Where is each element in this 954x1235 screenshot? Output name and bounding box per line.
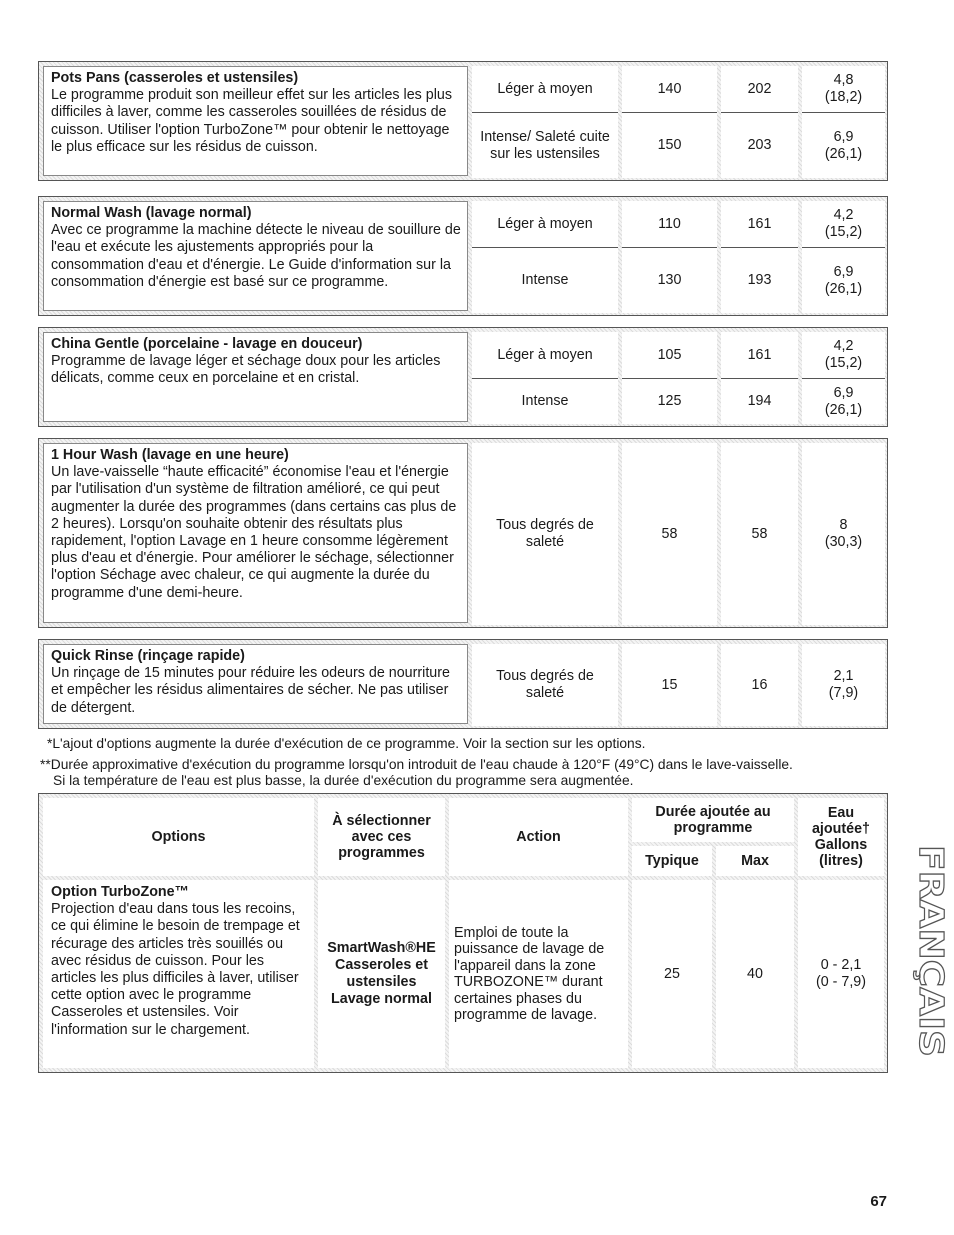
cycle-cell-typ: 110	[622, 201, 717, 247]
page-number: 67	[870, 1193, 887, 1210]
option-action: Emploi de toute la puissance de lavage de l'appareil dans la zone TURBOZONE™ durant certaines phases du programme de lavage.	[454, 924, 605, 1023]
cycle-cell-typ: 58	[622, 443, 717, 625]
option-water: 0 - 2,1 (0 - 7,9)	[815, 957, 867, 990]
cycle-cell-water: 2,1 (7,9)	[802, 644, 885, 726]
cycle-cell-water: 4,2 (15,2)	[802, 332, 885, 378]
cycle-block	[38, 196, 888, 316]
cycle-cell-soil: Tous degrés de saleté	[472, 443, 618, 625]
cycle-block	[38, 327, 888, 427]
footnote-1: *L'ajout d'options augmente la durée d'exécution de ce programme. Voir la section sur les options.	[47, 736, 646, 751]
footnote-2a: **Durée approximative d'exécution du programme lorsqu'on introduit de l'eau chaude à 120°F (49°C) dans le lave-vaisselle.	[40, 757, 793, 772]
cycle-cell-water: 8 (30,3)	[802, 443, 885, 625]
cycle-cell-typ: 130	[622, 247, 717, 313]
program-casseroles: Casseroles et ustensiles	[335, 957, 428, 990]
cycle-block	[38, 61, 888, 181]
cycle-cell-max: 193	[721, 247, 798, 313]
program-smartwash: SmartWash®HE	[327, 940, 436, 956]
cycle-cell-soil: Léger à moyen	[472, 332, 618, 378]
cycle-description	[43, 332, 468, 422]
cycle-description	[43, 201, 468, 311]
option-typ: 25	[664, 965, 680, 982]
cycle-cell-water: 6,9 (26,1)	[802, 112, 885, 178]
cycle-cell-max: 194	[721, 378, 798, 424]
cycle-description	[43, 66, 468, 176]
side-language-tab	[898, 845, 951, 1060]
options-table	[38, 793, 888, 1073]
cycle-cell-max: 161	[721, 201, 798, 247]
header-select: À sélectionner avec ces programmes	[332, 813, 431, 861]
cycle-cell-water: 4,8 (18,2)	[802, 66, 885, 112]
cycle-title: Pots Pans (casseroles et ustensiles)	[51, 70, 299, 86]
cycle-cell-typ: 105	[622, 332, 717, 378]
cycle-text: Avec ce programme la machine détecte le niveau de souillure de l'eau et exécute les ajustements appropriés pour la consommation d'eau et d'énergie. Le Guide d'information sur la consommation d'énergie est basé sur ce programme.	[51, 222, 461, 290]
cycle-description	[43, 443, 468, 623]
cycle-cell-water: 4,2 (15,2)	[802, 201, 885, 247]
cycle-text: Un lave-vaisselle “haute efficacité” économise l'eau et l'énergie par l'utilisation d'un système de filtration amélioré, ce qui peut augmenter la durée des programmes (dans certains cas plus de 2 heures). Lorsqu'on souhaite obtenir des résultats plus rapidement, l'option Lavage en 1 heure consomme légèrement plus d'eau et d'énergie. Pour améliorer le séchage, sélectionner l'option Séchage avec chaleur, ce qui augmente la durée du programme d'une demi-heure.	[51, 464, 457, 601]
header-typique: Typique	[645, 853, 699, 869]
option-max: 40	[747, 965, 763, 982]
cycle-cell-water: 6,9 (26,1)	[802, 378, 885, 424]
cycle-cell-soil: Tous degrés de saleté	[472, 644, 618, 726]
cycle-cell-soil: Intense	[472, 378, 618, 424]
header-duration: Durée ajoutée au programme	[655, 804, 771, 836]
cycle-title: 1 Hour Wash (lavage en une heure)	[51, 447, 289, 463]
cycle-cell-typ: 15	[622, 644, 717, 726]
header-options: Options	[151, 829, 206, 845]
option-title: Option TurboZone™	[51, 884, 189, 900]
cycle-cell-max: 58	[721, 443, 798, 625]
cycle-cell-typ: 140	[622, 66, 717, 112]
cycle-title: Normal Wash (lavage normal)	[51, 205, 252, 221]
cycle-cell-typ: 125	[622, 378, 717, 424]
option-text: Projection d'eau dans tous les recoins, ce qui élimine le besoin de trempage et récurage des articles très souillés ou avec résidus de cuisson. Pour les articles les plus difficiles à laver, utiliser cette option avec le programme Casseroles et ustensiles. Voir l'information sur le chargement.	[51, 901, 300, 1038]
cycle-title: Quick Rinse (rinçage rapide)	[51, 648, 245, 664]
cycle-cell-max: 161	[721, 332, 798, 378]
cycle-text: Programme de lavage léger et séchage doux pour les articles délicats, comme ceux en porcelaine et en cristal.	[51, 353, 441, 387]
cycle-text: Le programme produit son meilleur effet sur les articles les plus difficiles à laver, comme les casseroles souillées de résidus de cuisson. Utiliser l'option TurboZone™ pour obtenir le nettoyage le plus efficace sur les résidus de cuisson.	[51, 87, 453, 155]
cycle-cell-water: 6,9 (26,1)	[802, 247, 885, 313]
cycle-cell-soil: Intense/ Saleté cuite sur les ustensiles	[472, 112, 618, 178]
option-programs	[318, 880, 445, 1068]
option-description	[51, 884, 309, 1039]
cycle-cell-soil: Intense	[472, 247, 618, 313]
cycle-cell-typ: 150	[622, 112, 717, 178]
svg-text:FRANÇAIS: FRANÇAIS	[912, 845, 951, 1032]
cycle-description	[43, 644, 468, 724]
cycle-block	[38, 438, 888, 628]
cycle-cell-max: 16	[721, 644, 798, 726]
cycle-cell-max: 203	[721, 112, 798, 178]
cycle-cell-soil: Léger à moyen	[472, 66, 618, 112]
cycle-block	[38, 639, 888, 729]
header-water: Eau ajoutée† Gallons (litres)	[811, 805, 870, 869]
cycle-title: China Gentle (porcelaine - lavage en douceur)	[51, 336, 363, 352]
program-normal: Lavage normal	[331, 991, 432, 1007]
cycle-text: Un rinçage de 15 minutes pour réduire les odeurs de nourriture et empêcher les résidus alimentaires de sécher. Ne pas utiliser de détergent.	[51, 665, 450, 716]
header-max: Max	[741, 853, 769, 869]
cycle-cell-soil: Léger à moyen	[472, 201, 618, 247]
footnote-2b: Si la température de l'eau est plus basse, la durée d'exécution du programme sera augmentée.	[53, 773, 634, 788]
header-action: Action	[516, 829, 561, 845]
cycle-cell-max: 202	[721, 66, 798, 112]
